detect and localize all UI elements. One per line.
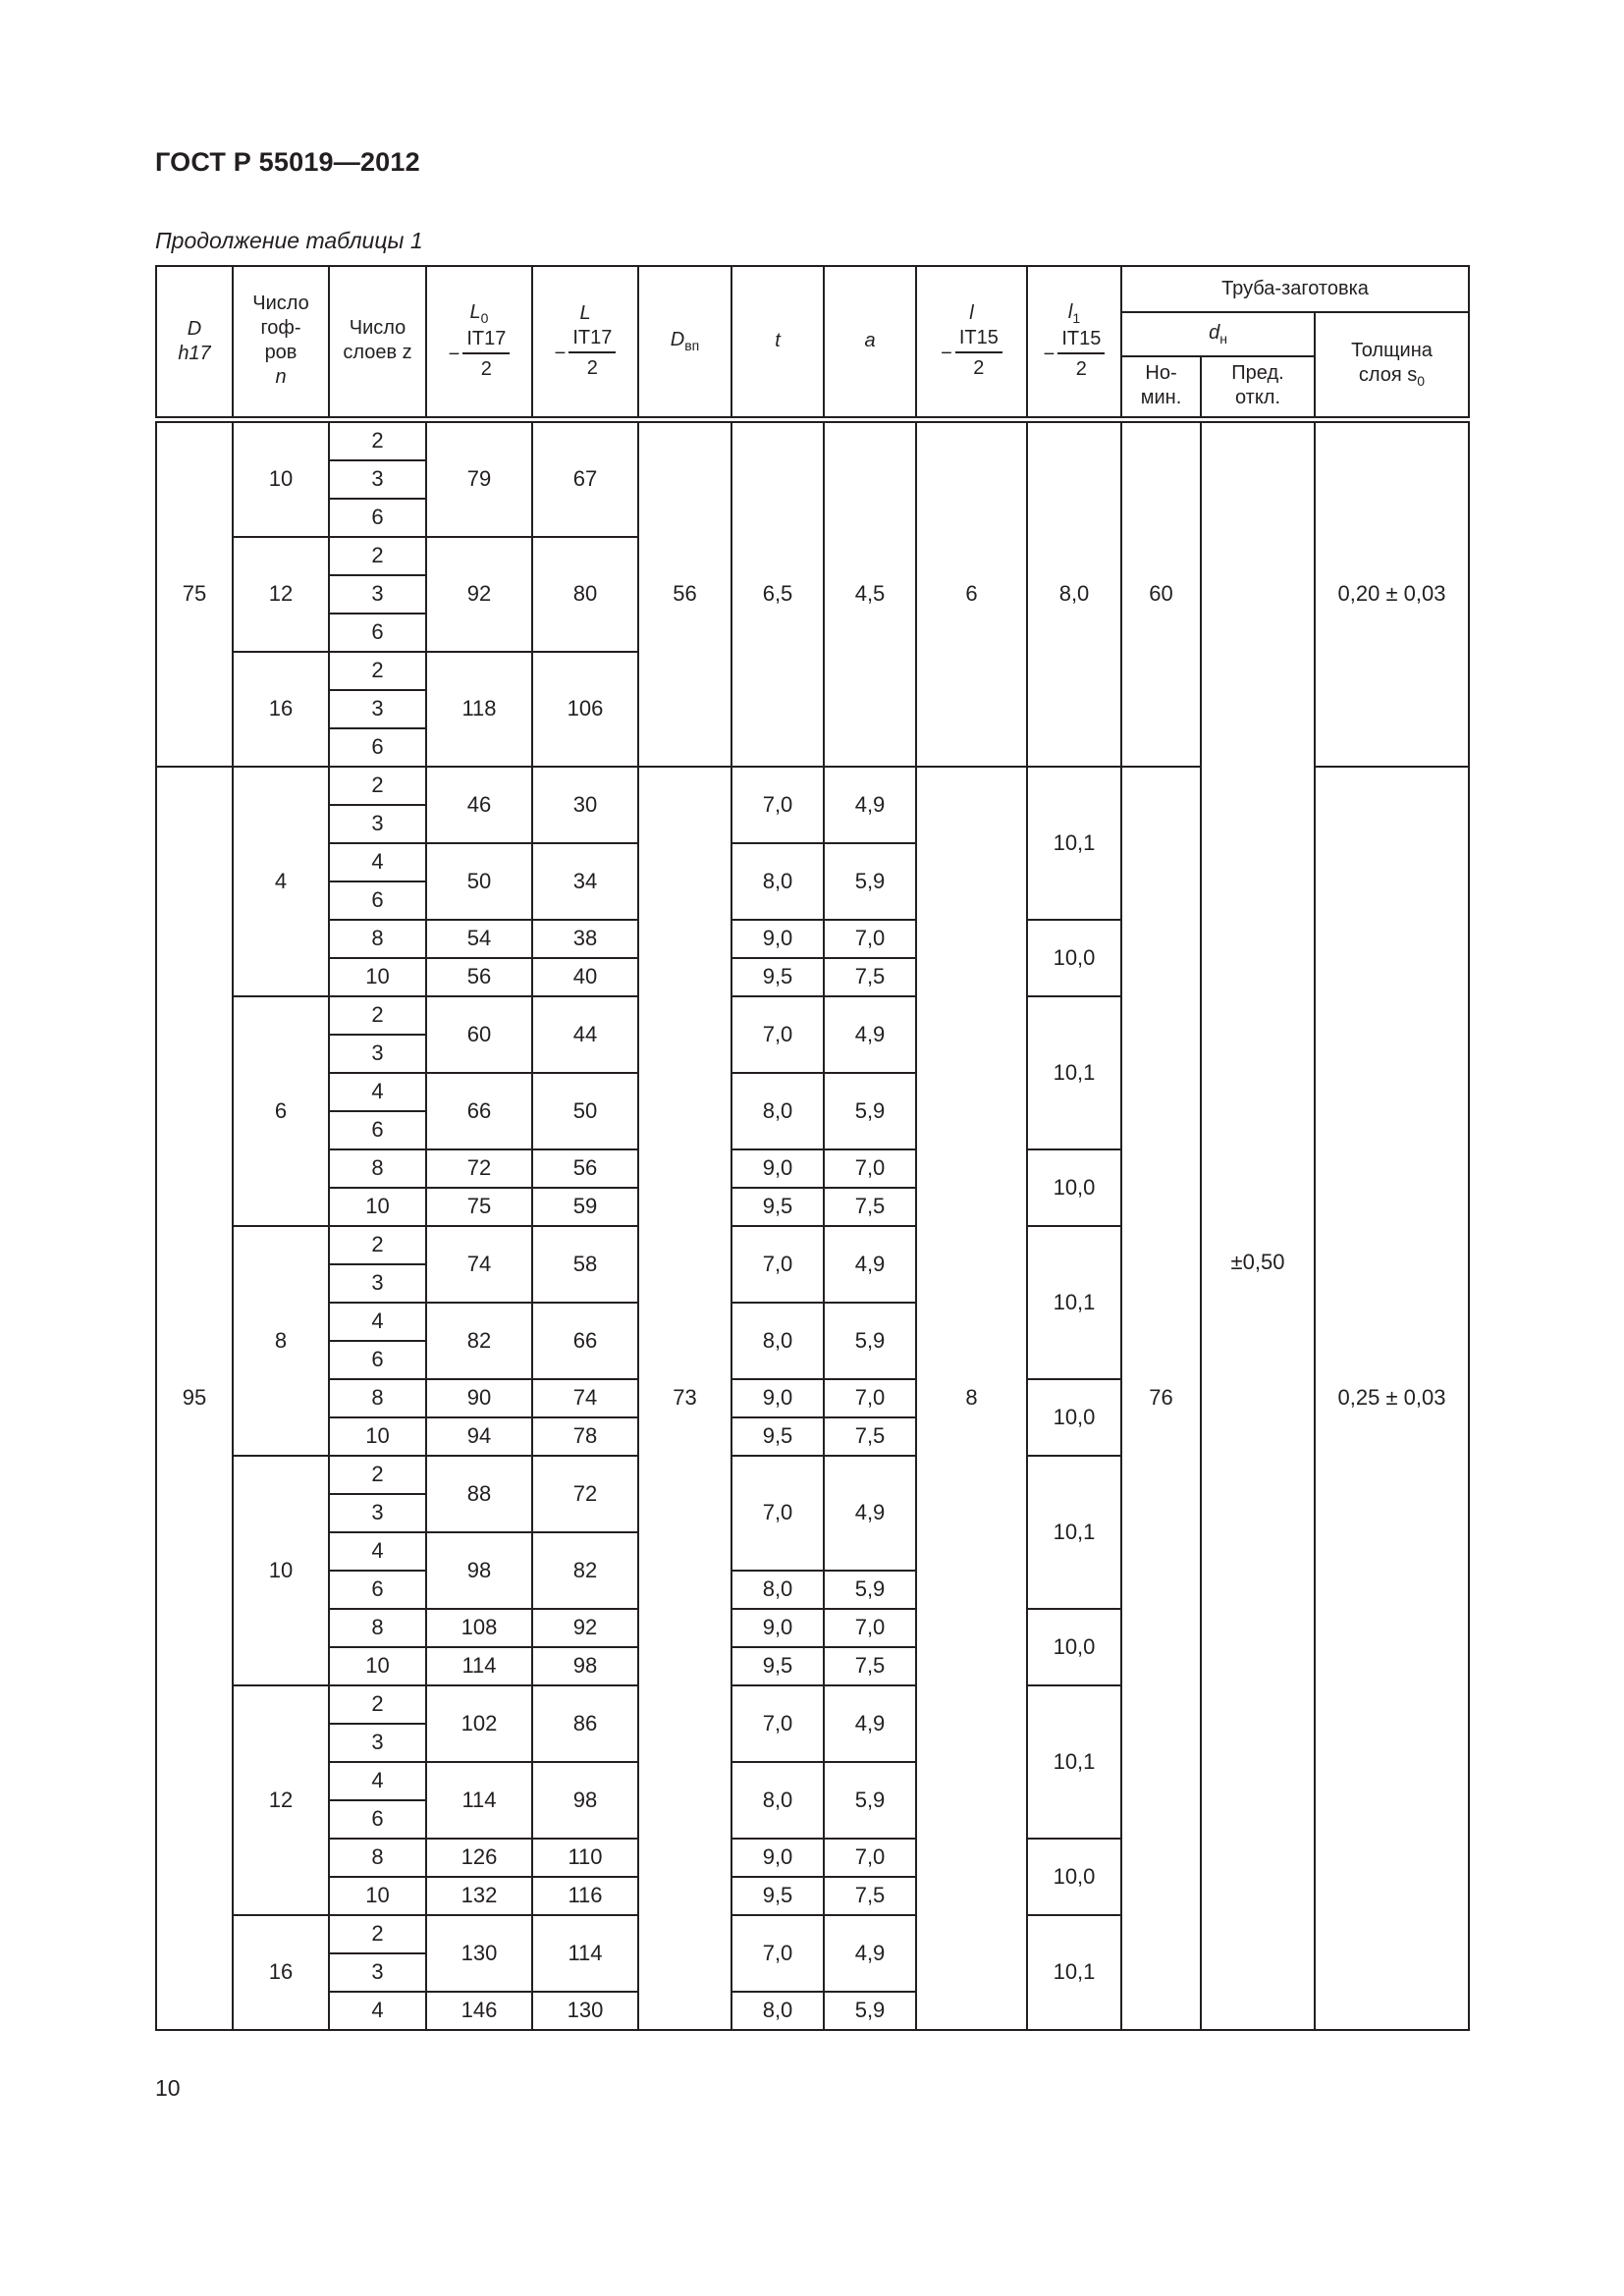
cell-t: 8,0 — [731, 843, 824, 920]
cell-n: 6 — [233, 996, 329, 1226]
cell-z: 8 — [329, 1609, 426, 1647]
col-header-D: D h17 — [156, 266, 233, 419]
cell-l1: 8,0 — [1027, 419, 1121, 767]
cell-n: 16 — [233, 652, 329, 767]
cell-L: 30 — [532, 767, 638, 843]
cell-z: 4 — [329, 1532, 426, 1571]
cell-D: 95 — [156, 767, 233, 2030]
cell-a: 5,9 — [824, 1073, 916, 1149]
cell-L: 98 — [532, 1762, 638, 1839]
cell-t: 8,0 — [731, 1571, 824, 1609]
cell-z: 6 — [329, 614, 426, 652]
col-header-dn-nominal: Но- мин. — [1121, 356, 1201, 419]
cell-z: 8 — [329, 1149, 426, 1188]
cell-z: 6 — [329, 728, 426, 767]
cell-n: 4 — [233, 767, 329, 996]
cell-l: 6 — [916, 419, 1027, 767]
cell-L: 82 — [532, 1532, 638, 1609]
cell-L: 110 — [532, 1839, 638, 1877]
table-body — [156, 419, 1469, 2030]
cell-a: 7,0 — [824, 1379, 916, 1417]
col-header-l1: $l_1$ − $\frac{IT15}{2}$ — [1027, 266, 1121, 419]
cell-L: 114 — [532, 1915, 638, 1992]
cell-L0: 56 — [426, 958, 532, 996]
cell-L: 38 — [532, 920, 638, 958]
cell-a: 7,0 — [824, 1149, 916, 1188]
cell-t: 9,0 — [731, 920, 824, 958]
cell-z: 2 — [329, 1915, 426, 1953]
cell-L0: 90 — [426, 1379, 532, 1417]
cell-a: 5,9 — [824, 1992, 916, 2030]
cell-a: 5,9 — [824, 843, 916, 920]
cell-l1: 10,0 — [1027, 1149, 1121, 1226]
cell-L: 59 — [532, 1188, 638, 1226]
cell-z: 2 — [329, 419, 426, 460]
cell-t: 9,0 — [731, 1149, 824, 1188]
cell-L0: 66 — [426, 1073, 532, 1149]
cell-L: 98 — [532, 1647, 638, 1685]
cell-t: 7,0 — [731, 996, 824, 1073]
cell-L: 86 — [532, 1685, 638, 1762]
cell-L0: 132 — [426, 1877, 532, 1915]
cell-L0: 94 — [426, 1417, 532, 1456]
col-header-L0: $L_0$ − $\frac{IT17}{2}$ — [426, 266, 532, 419]
cell-t: 8,0 — [731, 1073, 824, 1149]
cell-t: 7,0 — [731, 1685, 824, 1762]
cell-thickness: 0,25 ± 0,03 — [1315, 767, 1469, 2030]
cell-l1: 10,1 — [1027, 1456, 1121, 1609]
cell-z: 6 — [329, 881, 426, 920]
cell-L0: 98 — [426, 1532, 532, 1609]
cell-z: 2 — [329, 1226, 426, 1264]
table-caption: Продолжение таблицы 1 — [155, 228, 423, 253]
cell-n: 10 — [233, 419, 329, 537]
cell-L0: 146 — [426, 1992, 532, 2030]
col-header-a: a — [824, 266, 916, 419]
cell-L0: 130 — [426, 1915, 532, 1992]
cell-z: 3 — [329, 1035, 426, 1073]
cell-z: 2 — [329, 996, 426, 1035]
cell-z: 8 — [329, 1839, 426, 1877]
cell-l1: 10,0 — [1027, 1379, 1121, 1456]
cell-L: 44 — [532, 996, 638, 1073]
cell-z: 2 — [329, 1456, 426, 1494]
cell-n: 16 — [233, 1915, 329, 2030]
cell-a: 4,9 — [824, 767, 916, 843]
col-header-dn-deviation: Пред. откл. — [1201, 356, 1315, 419]
cell-L: 78 — [532, 1417, 638, 1456]
cell-a: 4,9 — [824, 1456, 916, 1571]
cell-L: 74 — [532, 1379, 638, 1417]
cell-L0: 75 — [426, 1188, 532, 1226]
cell-L0: 54 — [426, 920, 532, 958]
cell-t: 9,5 — [731, 1877, 824, 1915]
cell-z: 6 — [329, 1111, 426, 1149]
cell-z: 10 — [329, 1188, 426, 1226]
cell-L: 130 — [532, 1992, 638, 2030]
cell-z: 10 — [329, 1647, 426, 1685]
cell-z: 3 — [329, 575, 426, 614]
cell-a: 7,5 — [824, 1188, 916, 1226]
cell-z: 10 — [329, 1877, 426, 1915]
cell-z: 4 — [329, 1762, 426, 1800]
table-header — [156, 266, 1469, 419]
table-row — [156, 419, 1469, 460]
cell-l1: 10,1 — [1027, 767, 1121, 920]
cell-dn-deviation: ±0,50 — [1201, 419, 1315, 2030]
cell-n: 12 — [233, 1685, 329, 1915]
cell-l1: 10,1 — [1027, 1226, 1121, 1379]
cell-L: 56 — [532, 1149, 638, 1188]
col-group-dn: $d_н$ — [1121, 312, 1315, 356]
cell-Dvp: 56 — [638, 419, 731, 767]
page-number: 10 — [155, 2075, 181, 2101]
cell-n: 10 — [233, 1456, 329, 1685]
cell-t: 9,0 — [731, 1379, 824, 1417]
cell-t: 8,0 — [731, 1762, 824, 1839]
cell-t: 9,5 — [731, 1188, 824, 1226]
document-title: ГОСТ Р 55019—2012 — [155, 147, 420, 177]
cell-L0: 114 — [426, 1762, 532, 1839]
cell-l1: 10,1 — [1027, 1915, 1121, 2030]
cell-t: 7,0 — [731, 767, 824, 843]
cell-a: 7,5 — [824, 958, 916, 996]
cell-a: 5,9 — [824, 1762, 916, 1839]
cell-a: 7,0 — [824, 1839, 916, 1877]
cell-l1: 10,0 — [1027, 920, 1121, 996]
cell-z: 10 — [329, 1417, 426, 1456]
cell-z: 6 — [329, 499, 426, 537]
cell-z: 2 — [329, 767, 426, 805]
cell-z: 2 — [329, 537, 426, 575]
cell-z: 3 — [329, 805, 426, 843]
cell-L: 34 — [532, 843, 638, 920]
cell-l1: 10,0 — [1027, 1609, 1121, 1685]
cell-L: 58 — [532, 1226, 638, 1303]
cell-L: 116 — [532, 1877, 638, 1915]
cell-a: 7,0 — [824, 1609, 916, 1647]
cell-z: 4 — [329, 1073, 426, 1111]
cell-z: 10 — [329, 958, 426, 996]
cell-t: 9,0 — [731, 1839, 824, 1877]
cell-z: 3 — [329, 690, 426, 728]
cell-a: 4,9 — [824, 996, 916, 1073]
cell-L: 106 — [532, 652, 638, 767]
cell-dn-nominal: 76 — [1121, 767, 1201, 2030]
cell-L0: 102 — [426, 1685, 532, 1762]
cell-L0: 92 — [426, 537, 532, 652]
cell-L0: 118 — [426, 652, 532, 767]
cell-a: 4,9 — [824, 1685, 916, 1762]
cell-t: 9,5 — [731, 958, 824, 996]
cell-z: 6 — [329, 1571, 426, 1609]
cell-z: 4 — [329, 1992, 426, 2030]
cell-z: 4 — [329, 843, 426, 881]
cell-z: 3 — [329, 1953, 426, 1992]
cell-L: 80 — [532, 537, 638, 652]
cell-z: 8 — [329, 1379, 426, 1417]
cell-z: 3 — [329, 1494, 426, 1532]
cell-l1: 10,1 — [1027, 996, 1121, 1149]
cell-L0: 74 — [426, 1226, 532, 1303]
cell-z: 2 — [329, 1685, 426, 1724]
cell-z: 4 — [329, 1303, 426, 1341]
cell-a: 4,9 — [824, 1915, 916, 1992]
cell-D: 75 — [156, 419, 233, 767]
cell-a: 7,5 — [824, 1877, 916, 1915]
cell-t: 9,5 — [731, 1647, 824, 1685]
cell-l1: 10,1 — [1027, 1685, 1121, 1839]
cell-z: 8 — [329, 920, 426, 958]
cell-L: 50 — [532, 1073, 638, 1149]
cell-n: 12 — [233, 537, 329, 652]
cell-n: 8 — [233, 1226, 329, 1456]
cell-a: 4,9 — [824, 1226, 916, 1303]
cell-L: 67 — [532, 419, 638, 537]
cell-t: 9,0 — [731, 1609, 824, 1647]
cell-L0: 114 — [426, 1647, 532, 1685]
col-header-t: t — [731, 266, 824, 419]
cell-l: 8 — [916, 767, 1027, 2030]
cell-L0: 82 — [426, 1303, 532, 1379]
cell-t: 6,5 — [731, 419, 824, 767]
cell-z: 2 — [329, 652, 426, 690]
cell-a: 7,5 — [824, 1647, 916, 1685]
bellows-dimensions-table — [155, 265, 1470, 2031]
cell-dn-nominal: 60 — [1121, 419, 1201, 767]
cell-L: 72 — [532, 1456, 638, 1532]
cell-z: 3 — [329, 1264, 426, 1303]
cell-Dvp: 73 — [638, 767, 731, 2030]
col-group-pipe-blank: Труба-заготовка — [1121, 266, 1469, 312]
cell-t: 9,5 — [731, 1417, 824, 1456]
cell-L: 66 — [532, 1303, 638, 1379]
cell-a: 7,0 — [824, 920, 916, 958]
col-header-layers: Число слоев z — [329, 266, 426, 419]
cell-z: 6 — [329, 1341, 426, 1379]
cell-L0: 50 — [426, 843, 532, 920]
cell-thickness: 0,20 ± 0,03 — [1315, 419, 1469, 767]
cell-z: 3 — [329, 1724, 426, 1762]
cell-L0: 126 — [426, 1839, 532, 1877]
cell-t: 7,0 — [731, 1226, 824, 1303]
cell-t: 8,0 — [731, 1992, 824, 2030]
cell-L: 40 — [532, 958, 638, 996]
cell-a: 5,9 — [824, 1303, 916, 1379]
cell-L: 92 — [532, 1609, 638, 1647]
col-header-L: L − $\frac{IT17}{2}$ — [532, 266, 638, 419]
cell-z: 3 — [329, 460, 426, 499]
col-header-Dvp: $D_{вп}$ — [638, 266, 731, 419]
cell-t: 7,0 — [731, 1915, 824, 1992]
cell-z: 6 — [329, 1800, 426, 1839]
cell-L0: 46 — [426, 767, 532, 843]
cell-L0: 79 — [426, 419, 532, 537]
cell-L0: 108 — [426, 1609, 532, 1647]
cell-a: 4,5 — [824, 419, 916, 767]
cell-l1: 10,0 — [1027, 1839, 1121, 1915]
cell-t: 7,0 — [731, 1456, 824, 1571]
cell-L0: 60 — [426, 996, 532, 1073]
col-header-thickness: Толщина слоя $s_0$ — [1315, 312, 1469, 419]
cell-L0: 72 — [426, 1149, 532, 1188]
col-header-corrugations: Число гоф- ров n — [233, 266, 329, 419]
col-header-l: l − $\frac{IT15}{2}$ — [916, 266, 1027, 419]
cell-a: 7,5 — [824, 1417, 916, 1456]
cell-t: 8,0 — [731, 1303, 824, 1379]
cell-a: 5,9 — [824, 1571, 916, 1609]
cell-L0: 88 — [426, 1456, 532, 1532]
